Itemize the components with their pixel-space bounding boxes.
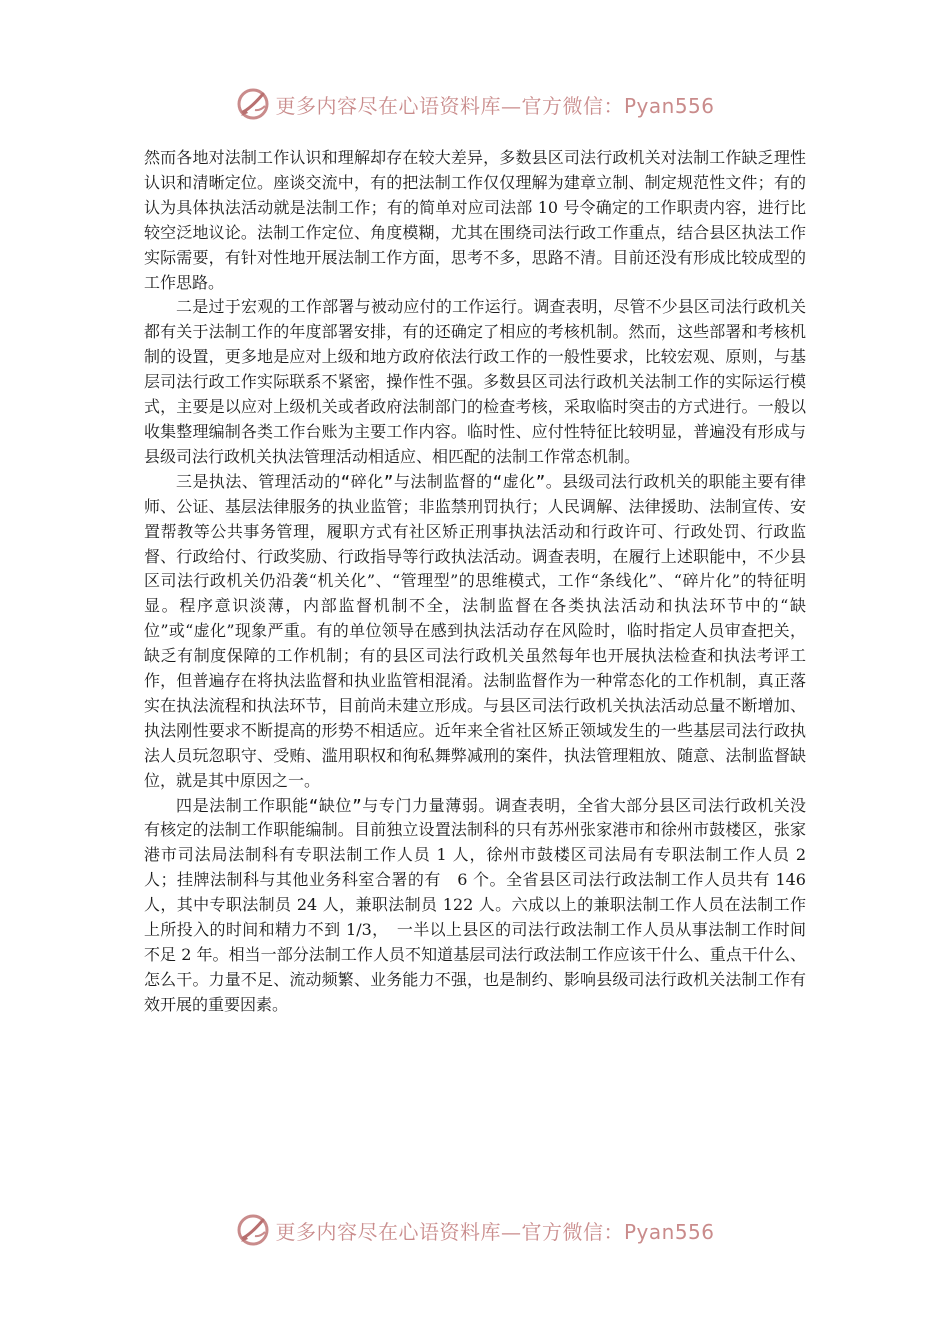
paragraph-1: 然而各地对法制工作认识和理解却存在较大差异，多数县区司法行政机关对法制工作缺乏理性认识和清晰定位。座谈交流中，有的把法制工作仅仅理解为建章立制、制定规范性文件；有的认为具体执法活动就是法制工作；有的简单对应司法部 10 号令确定的工作职责内容，进行比较空泛地议论。法制工作定位、角度模糊，尤其在围绕司法行政工作重点，结合县区执法工作实际需要，有针对性地开展法制工作方面，思考不多，思路不清。目前还没有形成比较成型的工作思路。 xyxy=(144,148,806,292)
wechat-id: Pyan556 xyxy=(623,93,715,118)
document-body xyxy=(144,146,806,1018)
pen-writing-logo-icon xyxy=(235,86,271,122)
paragraph-4: 四是法制工作职能“缺位”与专门力量薄弱。调查表明，全省大部分县区司法行政机关没有核定的法制工作职能编制。目前独立设置法制科的只有苏州张家港市和徐州市鼓楼区，张家港市司法局法制科有专职法制工作人员 1 人，徐州市鼓楼区司法局有专职法制工作人员 2 人；挂牌法制科与其他业务科室合署的有 6 个。全省县区司法行政法制工作人员共有 146 人，其中专职法制员 24 人，兼职法制员 122 人。六成以上的兼职法制工作人员在法制工作上所投入的时间和精力不到 1/3， 一半以上县区的司法行政法制工作人员从事法制工作时间不足 2 年。相当一部分法制工作人员不知道基层司法行政法制工作应该干什么、重点干什么、怎么干。力量不足、流动频繁、业务能力不强，也是制约、影响县级司法行政机关法制工作有效开展的重要因素。 xyxy=(144,795,806,1014)
wechat-id: Pyan556 xyxy=(623,1219,715,1244)
paragraph-3-lead: 三是执法、管理活动的“碎化”与法制监督的“虚化”。 xyxy=(176,471,563,491)
paragraph-2-lead: 二是过于宏观的工作部署与被动应付的工作运行。 xyxy=(176,297,534,317)
watermark-text: 更多内容尽在心语资料库—官方微信：Pyan556 xyxy=(275,93,715,118)
paragraph-3: 三是执法、管理活动的“碎化”与法制监督的“虚化”。县级司法行政机关的职能主要有律师、公证、基层法律服务的执业监管；非监禁刑罚执行；人民调解、法律援助、法制宣传、安置帮教等公共事务管理，履职方式有社区矫正刑事执法活动和行政许可、行政处罚、行政监督、行政给付、行政奖励、行政指导等行政执法活动。调查表明，在履行上述职能中，不少县区司法行政机关仍沿袭“机关化”、“管理型”的思维模式，工作“条线化”、“碎片化”的特征明显。程序意识淡薄，内部监督机制不全，法制监督在各类执法活动和执法环节中的“缺位”或“虚化”现象严重。有的单位领导在感到执法活动存在风险时，临时指定人员审查把关，缺乏有制度保障的工作机制；有的县区司法行政机关虽然每年也开展执法检查和执法考评工作，但普遍存在将执法监督和执业监管相混淆。法制监督作为一种常态化的工作机制，真正落实在执法流程和执法环节，目前尚未建立形成。与县区司法行政机关执法活动总量不断增加、执法刚性要求不断提高的形势不相适应。近年来全省社区矫正领域发生的一些基层司法行政执法人员玩忽职守、受贿、滥用职权和徇私舞弊减刑的案件，执法管理粗放、随意、法制监督缺位，就是其中原因之一。 xyxy=(144,471,806,790)
paragraph-2: 二是过于宏观的工作部署与被动应付的工作运行。调查表明，尽管不少县区司法行政机关都有关于法制工作的年度部署安排，有的还确定了相应的考核机制。然而，这些部署和考核机制的设置，更多地是应对上级和地方政府依法行政工作的一般性要求，比较宏观、原则，与基层司法行政工作实际联系不紧密，操作性不强。多数县区司法行政机关法制工作的实际运行模式，主要是以应对上级机关或者政府法制部门的检查考核，采取临时突击的方式进行。一般以收集整理编制各类工作台账为主要工作内容。临时性、应付性特征比较明显，普遍没有形成与县级司法行政机关执法管理活动相适应、相匹配的法制工作常态机制。 xyxy=(144,297,806,466)
paragraph-4-lead: 四是法制工作职能“缺位”与专门力量薄弱。 xyxy=(176,795,496,815)
watermark-header xyxy=(0,84,950,124)
watermark-footer xyxy=(0,1210,950,1250)
watermark-text: 更多内容尽在心语资料库—官方微信：Pyan556 xyxy=(275,1219,715,1244)
pen-writing-logo-icon xyxy=(235,1212,271,1248)
